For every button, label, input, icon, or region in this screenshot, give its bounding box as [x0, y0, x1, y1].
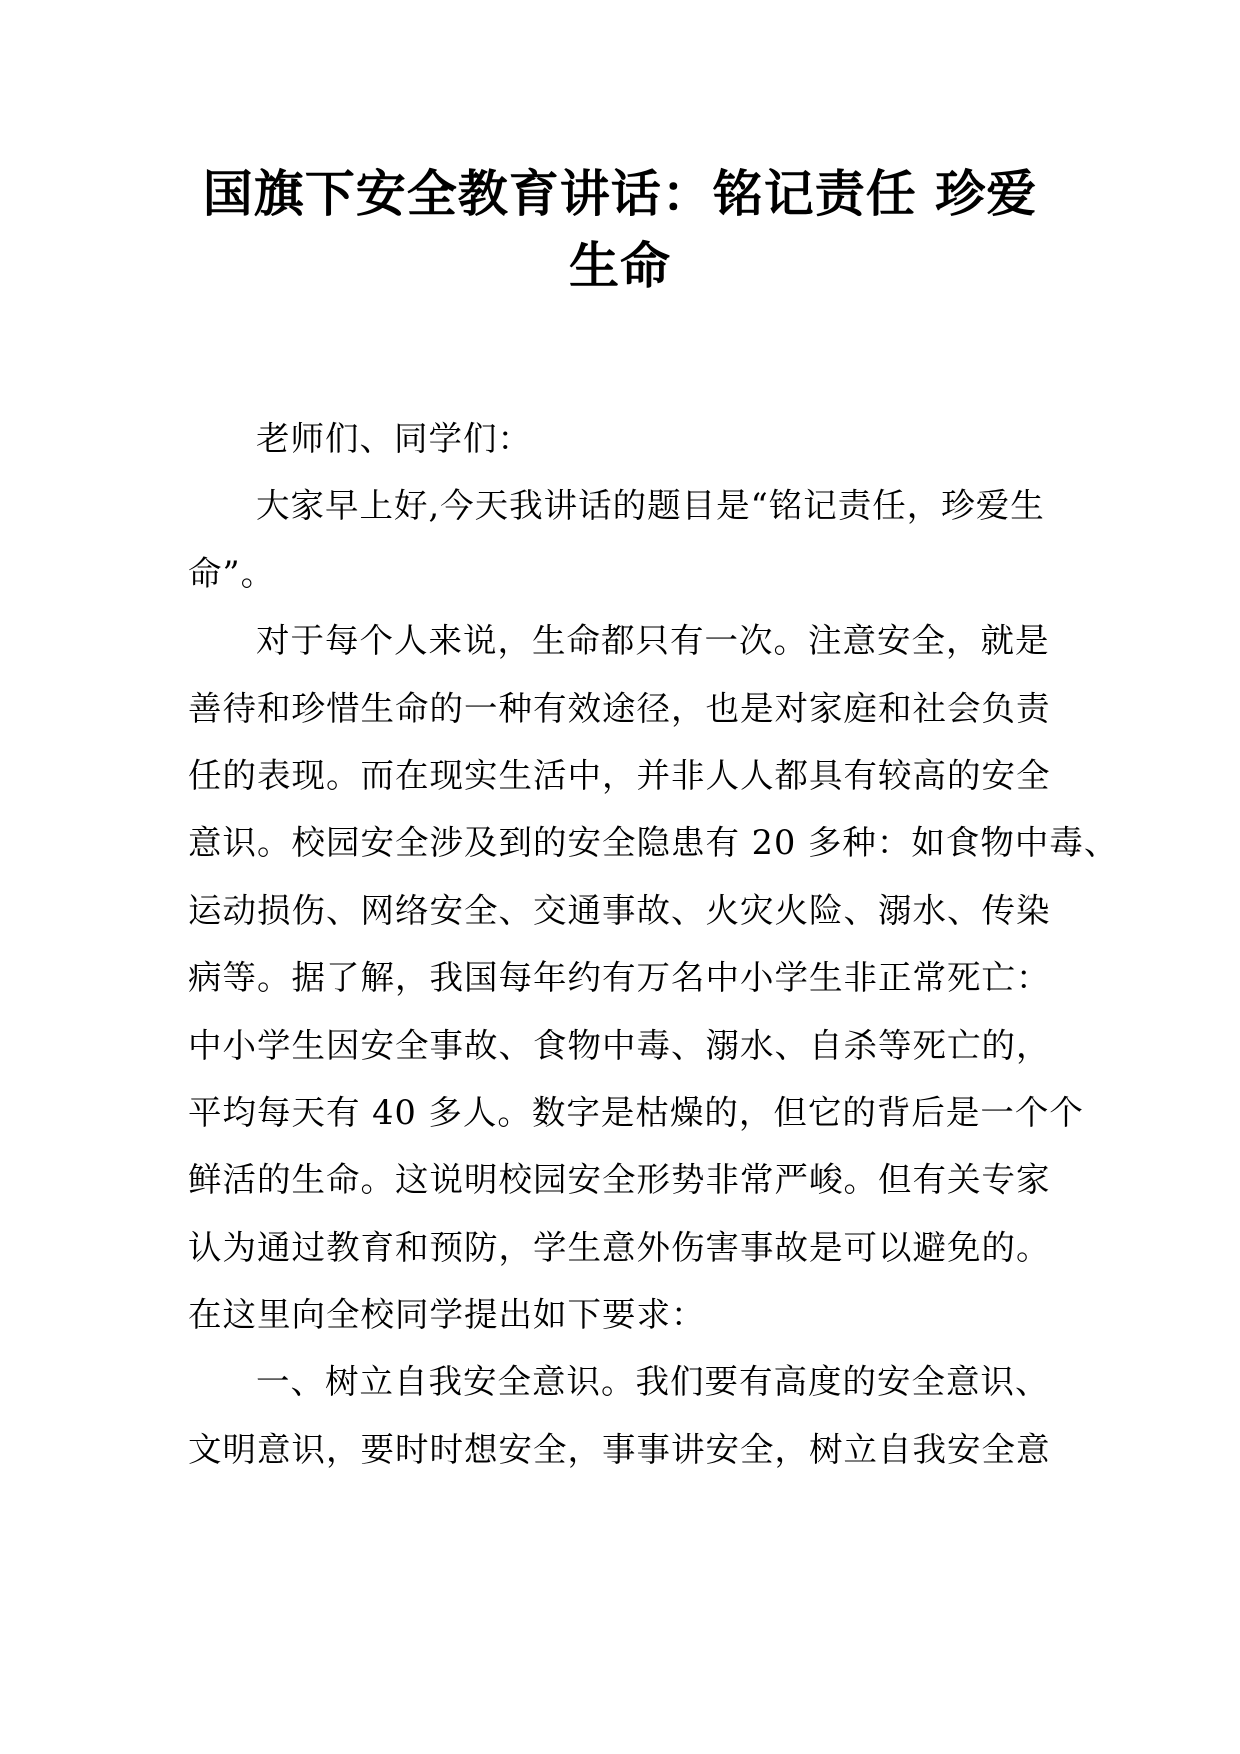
body-line: 中小学生因安全事故、食物中毒、溺水、自杀等死亡的，: [188, 1025, 1051, 1065]
salutation: 老师们、同学们：: [256, 419, 532, 458]
body-line: 一、树立自我安全意识。我们要有高度的安全意识、: [256, 1362, 1050, 1402]
title-line-1: 国旗下安全教育讲话：铭记责任 珍爱: [202, 165, 1038, 223]
document-title: [150, 158, 1090, 302]
title-line-2: 生命: [569, 237, 671, 295]
body-line: 意识。校园安全涉及到的安全隐患有 20 多种：如食物中毒、: [188, 823, 1119, 863]
body-line: 平均每天有 40 多人。数字是枯燥的，但它的背后是一个个: [188, 1092, 1084, 1132]
body-line: 善待和珍惜生命的一种有效途径，也是对家庭和社会负责: [188, 688, 1051, 728]
document-body: [188, 405, 1119, 1483]
body-line: 命”。: [188, 553, 276, 593]
body-line: 鲜活的生命。这说明校园安全形势非常严峻。但有关专家: [188, 1160, 1051, 1200]
body-line: 运动损伤、网络安全、交通事故、火灾火险、溺水、传染: [188, 890, 1051, 930]
body-line: 文明意识，要时时想安全，事事讲安全，树立自我安全意: [188, 1429, 1051, 1469]
body-line: 对于每个人来说，生命都只有一次。注意安全，就是: [256, 621, 1050, 661]
body-line: 病等。据了解，我国每年约有万名中小学生非正常死亡：: [188, 958, 1051, 998]
body-line: 认为通过教育和预防，学生意外伤害事故是可以避免的。: [188, 1227, 1051, 1267]
body-line: 任的表现。而在现实生活中，并非人人都具有较高的安全: [188, 755, 1051, 795]
body-line: 在这里向全校同学提出如下要求：: [188, 1295, 706, 1335]
body-line: 大家早上好,今天我讲话的题目是“铭记责任，珍爱生: [256, 486, 1045, 526]
